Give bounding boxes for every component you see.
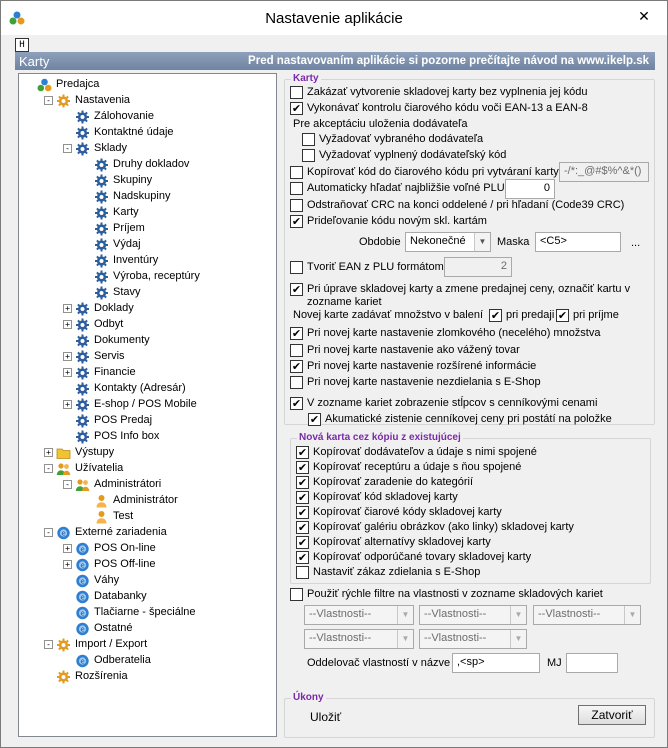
- svg-text:e: e: [80, 577, 85, 586]
- karty-group: [284, 73, 655, 425]
- tree-item-label: Ostatné: [94, 622, 133, 634]
- title-bar: [1, 1, 667, 35]
- tree-item-label: Odbyt: [94, 318, 124, 330]
- expand-icon[interactable]: +: [63, 400, 72, 409]
- tvorit-ean-field[interactable]: 2: [444, 257, 512, 277]
- copy-option-label: Kopírovať alternatívy skladovej karty: [313, 536, 491, 548]
- svg-text:e: e: [61, 529, 66, 538]
- vlastnosti-select-2[interactable]: [419, 605, 527, 625]
- odstranovat-crc-checkbox[interactable]: [290, 199, 303, 212]
- hladat-plu-field[interactable]: 0: [505, 179, 555, 199]
- copy-option-checkbox[interactable]: ✔: [297, 506, 308, 519]
- gear-icon: [75, 382, 90, 396]
- vyzadovat-dodavatela-label: Vyžadovať vybraného dodávateľa: [319, 133, 484, 145]
- filtre-checkbox[interactable]: [290, 588, 303, 601]
- tree-item-label: Odberatelia: [94, 654, 151, 666]
- hladat-plu-checkbox[interactable]: [290, 182, 303, 195]
- copy-option-label: Kopírovať galériu obrázkov (ako linky) skladovej karty: [313, 521, 574, 533]
- vlastnosti-select-3-value: --Vlastnosti--: [538, 608, 601, 620]
- obdobie-select[interactable]: [405, 232, 491, 252]
- svg-text:e: e: [80, 609, 85, 618]
- tree-item-label: Užívatelia: [75, 462, 124, 474]
- tree-item-label: Výroba, receptúry: [113, 270, 200, 282]
- copy-option-label: Kopírovať dodávateľov a údaje s nimi spojené: [313, 446, 537, 458]
- svg-text:e: e: [80, 593, 85, 602]
- tree-item-label: Stavy: [113, 286, 141, 298]
- gear-icon: [75, 350, 90, 364]
- app-icon: [37, 78, 52, 92]
- expand-icon[interactable]: +: [63, 560, 72, 569]
- vlastnosti-select-5-value: --Vlastnosti--: [424, 632, 487, 644]
- tree-item-label: Doklady: [94, 302, 134, 314]
- gear-icon: [75, 414, 90, 428]
- tree-item-label: Karty: [113, 206, 139, 218]
- collapse-icon[interactable]: -: [63, 480, 72, 489]
- gear-icon: [56, 638, 71, 652]
- copy-option-checkbox[interactable]: ✔: [297, 491, 308, 504]
- device-icon: [75, 606, 90, 620]
- expand-icon[interactable]: +: [63, 320, 72, 329]
- device-icon: [75, 654, 90, 668]
- vyzadovat-kod-label: Vyžadovať vyplnený dodávateľský kód: [319, 149, 507, 161]
- tree-item-label: Skupiny: [113, 174, 153, 186]
- tree-item-label: Nadskupiny: [113, 190, 171, 202]
- settings-tree[interactable]: [18, 73, 277, 737]
- karty-group-title: Karty: [293, 73, 319, 84]
- kopirovat-kod-field[interactable]: -/*:_@#$%^&*(): [559, 162, 649, 182]
- collapse-icon[interactable]: -: [44, 640, 53, 649]
- vlastnosti-select-4-value: --Vlastnosti--: [309, 632, 372, 644]
- gear-icon: [94, 222, 109, 236]
- oddelovac-field[interactable]: ,<sp>: [452, 653, 540, 673]
- mj-field[interactable]: [566, 653, 618, 673]
- filtre-label: Použiť rýchle filtre na vlastnosti v zozname skladových kariet: [307, 588, 603, 600]
- cennikove-label: V zozname kariet zobrazenie stĺpcov s cenníkovými cenami: [307, 397, 598, 409]
- odstranovat-crc-label: Odstraňovať CRC na konci oddelené / pri hľadaní (Code39 CRC): [307, 199, 625, 211]
- copy-option-checkbox[interactable]: ✔: [297, 521, 308, 534]
- folder-icon: [56, 446, 71, 460]
- svg-text:e: e: [80, 545, 85, 554]
- tree-item-label: Financie: [94, 366, 136, 378]
- vlastnosti-select-1-value: --Vlastnosti--: [309, 608, 372, 620]
- tree-item-label: Nastavenia: [75, 94, 131, 106]
- pred-akceptaciu-label: Pre akceptáciu uloženia dodávateľa: [293, 118, 468, 130]
- close-button[interactable]: ✕: [638, 8, 650, 24]
- tree-item-label: Rozšírenia: [75, 670, 128, 682]
- expand-icon[interactable]: +: [63, 368, 72, 377]
- maska-more-button[interactable]: ...: [631, 237, 641, 249]
- tvorit-ean-label: Tvoriť EAN z PLU formátom: [307, 261, 444, 273]
- user-icon: [94, 510, 109, 524]
- tree-item-label: Výstupy: [75, 446, 115, 458]
- tree-item-label: Servis: [94, 350, 125, 362]
- tree-item-label: Zálohovanie: [94, 110, 154, 122]
- device-icon: [75, 558, 90, 572]
- svg-text:e: e: [80, 657, 85, 666]
- tree-item-label: Databanky: [94, 590, 147, 602]
- ulozit-button[interactable]: Uložiť: [310, 710, 342, 724]
- gear-icon: [75, 110, 90, 124]
- expand-icon[interactable]: +: [44, 448, 53, 457]
- gear-icon: [56, 94, 71, 108]
- tree-item-label: Predajca: [56, 78, 100, 90]
- tree-item-label: Inventúry: [113, 254, 159, 266]
- tree-item-label: POS Predaj: [94, 414, 153, 426]
- chevron-down-icon: ▼: [397, 606, 413, 624]
- nova-karta-group-title: Nová karta cez kópiu z existujúcej: [299, 432, 461, 443]
- tvorit-ean-checkbox[interactable]: [290, 261, 303, 274]
- tree-item-label: Import / Export: [75, 638, 148, 650]
- mj-label: MJ: [547, 657, 562, 669]
- kopirovat-kod-checkbox[interactable]: [290, 166, 303, 179]
- copy-option-label: Kopírovať zaradenie do kategórií: [313, 476, 474, 488]
- users-icon: [75, 478, 90, 492]
- expand-icon[interactable]: +: [63, 304, 72, 313]
- copy-option-checkbox[interactable]: ✔: [297, 446, 308, 459]
- gear-icon: [75, 318, 90, 332]
- svg-text:e: e: [80, 561, 85, 570]
- copy-option-checkbox[interactable]: ✔: [297, 461, 308, 474]
- copy-option-checkbox[interactable]: ✔: [297, 476, 308, 489]
- chevron-down-icon: ▼: [510, 606, 526, 624]
- tree-item-label: Test: [113, 510, 134, 522]
- expand-icon[interactable]: +: [63, 352, 72, 361]
- vazeny-checkbox[interactable]: [290, 344, 303, 357]
- copy-option-label: Kopírovať kód skladovej karty: [313, 491, 458, 503]
- svg-text:e: e: [80, 625, 85, 634]
- kopirovat-kod-label: Kopírovať kód do čiarového kódu pri vytváraní karty: [307, 166, 559, 178]
- gear-icon: [94, 254, 109, 268]
- maska-label: Maska: [497, 236, 530, 248]
- maska-field[interactable]: <C5>: [535, 232, 621, 252]
- gear-icon: [94, 270, 109, 284]
- kontrola-ean-checkbox[interactable]: ✔: [291, 102, 302, 115]
- rozsirene-checkbox[interactable]: ✔: [291, 360, 302, 373]
- banner-notice: Pred nastavovaním aplikácie si pozorne prečítajte návod na www.ikelp.sk: [248, 55, 649, 67]
- tree-item-label: Sklady: [94, 142, 128, 154]
- zatvorit-button[interactable]: Zatvoriť: [578, 705, 646, 725]
- oddelovac-label: Oddelovač vlastností v názve: [307, 657, 451, 669]
- gear-icon: [94, 190, 109, 204]
- chevron-down-icon: ▼: [397, 630, 413, 648]
- zlomkove-label: Pri novej karte nastavenie zlomkového (necelého) množstva: [307, 327, 601, 339]
- vyzadovat-kod-checkbox[interactable]: [302, 149, 315, 162]
- gear-icon: [75, 366, 90, 380]
- kontrola-ean-label: Vykonávať kontrolu čiarového kódu voči EAN-13 a EAN-8: [307, 102, 588, 114]
- vyzadovat-dodavatela-checkbox[interactable]: [302, 133, 315, 146]
- user-icon: [94, 494, 109, 508]
- help-button[interactable]: H: [15, 38, 29, 52]
- device-icon: [75, 590, 90, 604]
- tree-item-label: Tlačiarne - špeciálne: [94, 606, 196, 618]
- zlomkove-checkbox[interactable]: ✔: [291, 327, 302, 340]
- pri-predaji-checkbox[interactable]: ✔: [490, 309, 501, 322]
- tree-item-label: Váhy: [94, 574, 120, 586]
- gear-icon: [94, 238, 109, 252]
- pridelovanie-checkbox[interactable]: ✔: [291, 215, 302, 228]
- collapse-icon[interactable]: -: [63, 144, 72, 153]
- uprava-ceny-label: Pri úprave skladovej karty a zmene predajnej ceny, označiť kartu v zozname kariet: [307, 283, 631, 308]
- toolbar: [15, 38, 651, 52]
- gear-icon: [56, 670, 71, 684]
- tree-item-label: POS On-line: [94, 542, 156, 554]
- tree-item-label: Dokumenty: [94, 334, 150, 346]
- collapse-icon[interactable]: -: [44, 464, 53, 473]
- vlastnosti-select-2-value: --Vlastnosti--: [424, 608, 487, 620]
- expand-icon[interactable]: +: [63, 544, 72, 553]
- copy-option-label: Kopírovať čiarové kódy skladovej karty: [313, 506, 502, 518]
- vlastnosti-select-1[interactable]: [304, 605, 414, 625]
- zadavat-mnozstvo-label: Novej karte zadávať množstvo v balení: [293, 309, 483, 321]
- gear-icon: [75, 430, 90, 444]
- chevron-down-icon: ▼: [510, 630, 526, 648]
- gear-icon: [75, 302, 90, 316]
- copy-option-checkbox[interactable]: ✔: [297, 551, 308, 564]
- tree-item-label: Administrátori: [94, 478, 162, 490]
- gear-icon: [75, 398, 90, 412]
- tree-item-label: POS Info box: [94, 430, 160, 442]
- nezdielania-label: Pri novej karte nastavenie nezdielania s E-Shop: [307, 376, 541, 388]
- gear-icon: [94, 174, 109, 188]
- tree-item-label: POS Off-line: [94, 558, 156, 570]
- device-icon: [75, 622, 90, 636]
- tree-item-label: Výdaj: [113, 238, 141, 250]
- hladat-plu-label: Automaticky hľadať najbližšie voľné PLU: [307, 182, 505, 194]
- gear-icon: [94, 286, 109, 300]
- pri-prijme-label: pri príjme: [573, 309, 619, 321]
- tree-item-label: Príjem: [113, 222, 145, 234]
- chevron-down-icon: ▼: [624, 606, 640, 624]
- copy-option-label: Nastaviť zákaz zdielania s E-Shop: [313, 566, 481, 578]
- device-icon: [56, 526, 71, 540]
- device-icon: [75, 574, 90, 588]
- vazeny-label: Pri novej karte nastavenie ako vážený tovar: [307, 344, 520, 356]
- gear-icon: [75, 334, 90, 348]
- tree-item-label: Kontakty (Adresár): [94, 382, 186, 394]
- tree-item-label: Externé zariadenia: [75, 526, 167, 538]
- device-icon: [75, 542, 90, 556]
- pri-prijme-checkbox[interactable]: ✔: [557, 309, 568, 322]
- vlastnosti-select-3[interactable]: [533, 605, 641, 625]
- collapse-icon[interactable]: -: [44, 528, 53, 537]
- pri-predaji-label: pri predaji: [506, 309, 555, 321]
- copy-option-label: Kopírovať odporúčané tovary skladovej karty: [313, 551, 532, 563]
- tree-item-label: Kontaktné údaje: [94, 126, 174, 138]
- ukony-group-title: Úkony: [293, 692, 324, 703]
- settings-panel: [284, 73, 655, 685]
- cennikove-checkbox[interactable]: ✔: [291, 397, 302, 410]
- copy-option-checkbox[interactable]: [296, 566, 309, 579]
- pridelovanie-label: Prideľovanie kódu novým skl. kartám: [307, 215, 487, 227]
- banner-section-title: Karty: [19, 54, 50, 69]
- copy-option-checkbox[interactable]: ✔: [297, 536, 308, 549]
- nezdielania-checkbox[interactable]: [290, 376, 303, 389]
- vlastnosti-select-4[interactable]: [304, 629, 414, 649]
- gear-icon: [94, 206, 109, 220]
- zakazat-checkbox[interactable]: [290, 86, 303, 99]
- copy-option-label: Kopírovať receptúru a údaje s ňou spojené: [313, 461, 522, 473]
- gear-icon: [75, 142, 90, 156]
- window-title: Nastavenie aplikácie: [265, 10, 403, 27]
- rozsirene-label: Pri novej karte nastavenie rozšírené informácie: [307, 360, 537, 372]
- section-banner: [15, 52, 655, 70]
- gear-icon: [94, 158, 109, 172]
- tree-item-label: Druhy dokladov: [113, 158, 190, 170]
- tree-item-label: E-shop / POS Mobile: [94, 398, 197, 410]
- vlastnosti-select-5[interactable]: [419, 629, 527, 649]
- chevron-down-icon: ▼: [474, 233, 490, 251]
- obdobie-label: Obdobie: [359, 236, 401, 248]
- collapse-icon[interactable]: -: [44, 96, 53, 105]
- uprava-ceny-checkbox[interactable]: ✔: [291, 283, 302, 296]
- tree-item-label: Administrátor: [113, 494, 178, 506]
- akumatic-label: Akumatické zistenie cenníkovej ceny pri postátí na položke: [325, 413, 612, 425]
- users-icon: [56, 462, 71, 476]
- zakazat-label: Zakázať vytvorenie skladovej karty bez vyplnenia jej kódu: [307, 86, 588, 98]
- gear-icon: [75, 126, 90, 140]
- akumatic-checkbox[interactable]: ✔: [309, 413, 320, 426]
- obdobie-value: Nekonečné: [410, 235, 466, 247]
